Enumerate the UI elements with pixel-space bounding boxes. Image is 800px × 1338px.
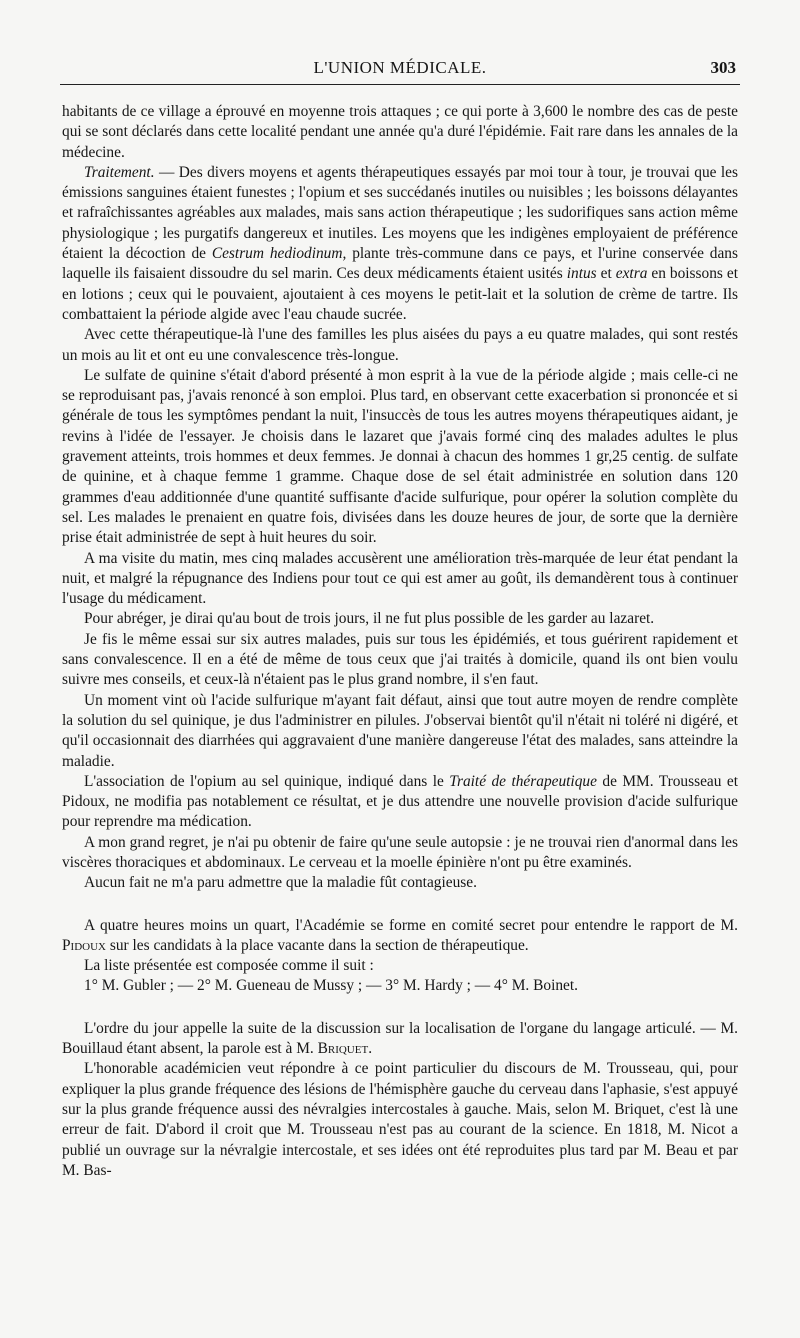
paragraph: L'ordre du jour appelle la suite de la discussion sur la localisation de l'organe du langage articulé. — M. Bouillaud étant absent, la parole est à M. Briquet. [62, 1019, 738, 1058]
paragraph: L'association de l'opium au sel quinique, indiqué dans le Traité de thérapeutique de MM. Trousseau et Pidoux, ne modifia pas notablement ce résultat, et je dus attendre une nouvelle provision d'acide sulfurique pour reprendre ma médication. [62, 772, 738, 831]
paragraph: habitants de ce village a éprouvé en moyenne trois attaques ; ce qui porte à 3,600 le nombre des cas de peste qui se sont déclarés dans cette localité pendant une année qu'a duré l'épidémie. Fait rare dans les annales de la médecine. [62, 103, 738, 161]
candidate-list: 1° M. Gubler ; — 2° M. Gueneau de Mussy ; — 3° M. Hardy ; — 4° M. Boinet. [84, 977, 578, 995]
paragraph: A ma visite du matin, mes cinq malades accusèrent une amélioration très-marquée de leur état pendant la nuit, et malgré la répugnance des Indiens pour tout ce qui est amer au goût, ils demandèrent tous à continuer l'usage du médicament. [62, 549, 738, 608]
paragraph: Un moment vint où l'acide sulfurique m'ayant fait défaut, ainsi que tout autre moyen de rendre complète la solution du sel quinique, je dus l'administrer en pilules. J'observai bientôt qu'il n'était ni toléré ni digéré, et qu'il occasionnait des diarrhées qui aggravaient d'une manière dangereuse l'état des malades, sans atteindre la maladie. [62, 691, 738, 770]
page-number: 303 [710, 58, 736, 77]
paragraph: L'honorable académicien veut répondre à ce point particulier du discours de M. Trousseau, qui, pour expliquer la plus grande fréquence des lésions de l'hémisphère gauche du cerveau dans l'aphasie, s'est appuyé sur la plus grande fréquence aussi des névralgies intercostales à gauche. Mais, selon M. Briquet, c'est là une erreur de fait. D'abord il croit que M. Trousseau n'est pas au courant de la science. En 1818, M. Nicot a publié un ouvrage sur la névralgie intercostale, et ses idées ont été reproduites plus tard par M. Beau et par M. Bas- [62, 1060, 738, 1179]
paragraph: Traitement. — Des divers moyens et agents thérapeutiques essayés par moi tour à tour, je trouvai que les émissions sanguines étaient funestes ; l'opium et ses succédanés inutiles ou nuisibles ; les boissons délayantes et rafraîchissantes agréables aux malades, mais sans action thérapeutique ; les sudorifiques sans action même physiologique ; les purgatifs dangereux et inutiles. Les moyens que les indigènes employaient de préférence étaient la décoction de Cestrum hediodinum, plante très-commune dans ce pays, et l'urine conservée dans laquelle ils faisaient dissoudre du sel marin. Ces deux médicaments étaient usités intus et extra en boissons et en lotions ; ceux qui le pouvaient, ajoutaient à ces moyens le petit-lait et la solution de crème de tartre. Ils combattaient la période algide avec l'eau chaude sucrée. [62, 163, 739, 323]
paragraph: A mon grand regret, je n'ai pu obtenir de faire qu'une seule autopsie : je ne trouvai rien d'anormal dans les viscères thoraciques et abdominaux. Le cerveau et la moelle épinière n'ont pu être examinés. [62, 833, 738, 871]
running-header [60, 54, 740, 85]
paragraph: A quatre heures moins un quart, l'Académie se forme en comité secret pour entendre le rapport de M. Pidoux sur les candidats à la place vacante dans la section de thérapeutique. [62, 916, 738, 954]
section-lead: Traitement. [84, 163, 155, 181]
paragraph: Pour abréger, je dirai qu'au bout de trois jours, il ne fut plus possible de les garder au lazaret. [84, 610, 655, 628]
paragraph: La liste présentée est composée comme il suit : [84, 957, 374, 975]
journal-title: L'UNION MÉDICALE. [313, 58, 487, 77]
article-body [62, 102, 738, 1181]
paragraph: Avec cette thérapeutique-là l'une des familles les plus aisées du pays a eu quatre malades, qui sont restés un mois au lit et ont eu une convalescence très-longue. [62, 326, 738, 364]
paragraph: Aucun fait ne m'a paru admettre que la maladie fût contagieuse. [84, 874, 477, 892]
paragraph: Le sulfate de quinine s'était d'abord présenté à mon esprit à la vue de la période algide ; mais celle-ci ne se reproduisant pas, j'avais renoncé à son emploi. Plus tard, en observant cette exacerbation si prononcée et si générale de tous les symptômes pendant la nuit, l'insuccès de tous les autres moyens thérapeutiques aidant, je revins à l'idée de l'essayer. Je choisis dans le lazaret que j'avais formé cinq des malades adultes le plus gravement atteints, trois hommes et deux femmes. Je donnai à chacun des hommes 1 gr,25 centig. de sulfate de quinine, et à chaque femme 1 gramme. Chaque dose de sel était administrée en solution dans 120 grammes d'eau additionnée d'une quantité suffisante d'acide sulfurique, pour opérer la solution complète du sel. Les malades le prenaient en quatre fois, divisées dans les douze heures de jour, de sorte que la dernière prise était administrée de sept à huit heures du soir. [62, 366, 738, 547]
paragraph: Je fis le même essai sur six autres malades, puis sur tous les épidémiés, et tous guérirent rapidement et sans convalescence. Il en a été de même de tous ceux que j'ai traités à domicile, quand ils ont bien voulu suivre mes conseils, et ceux-là n'étaient pas le plus grand nombre, il s'en faut. [62, 630, 738, 689]
